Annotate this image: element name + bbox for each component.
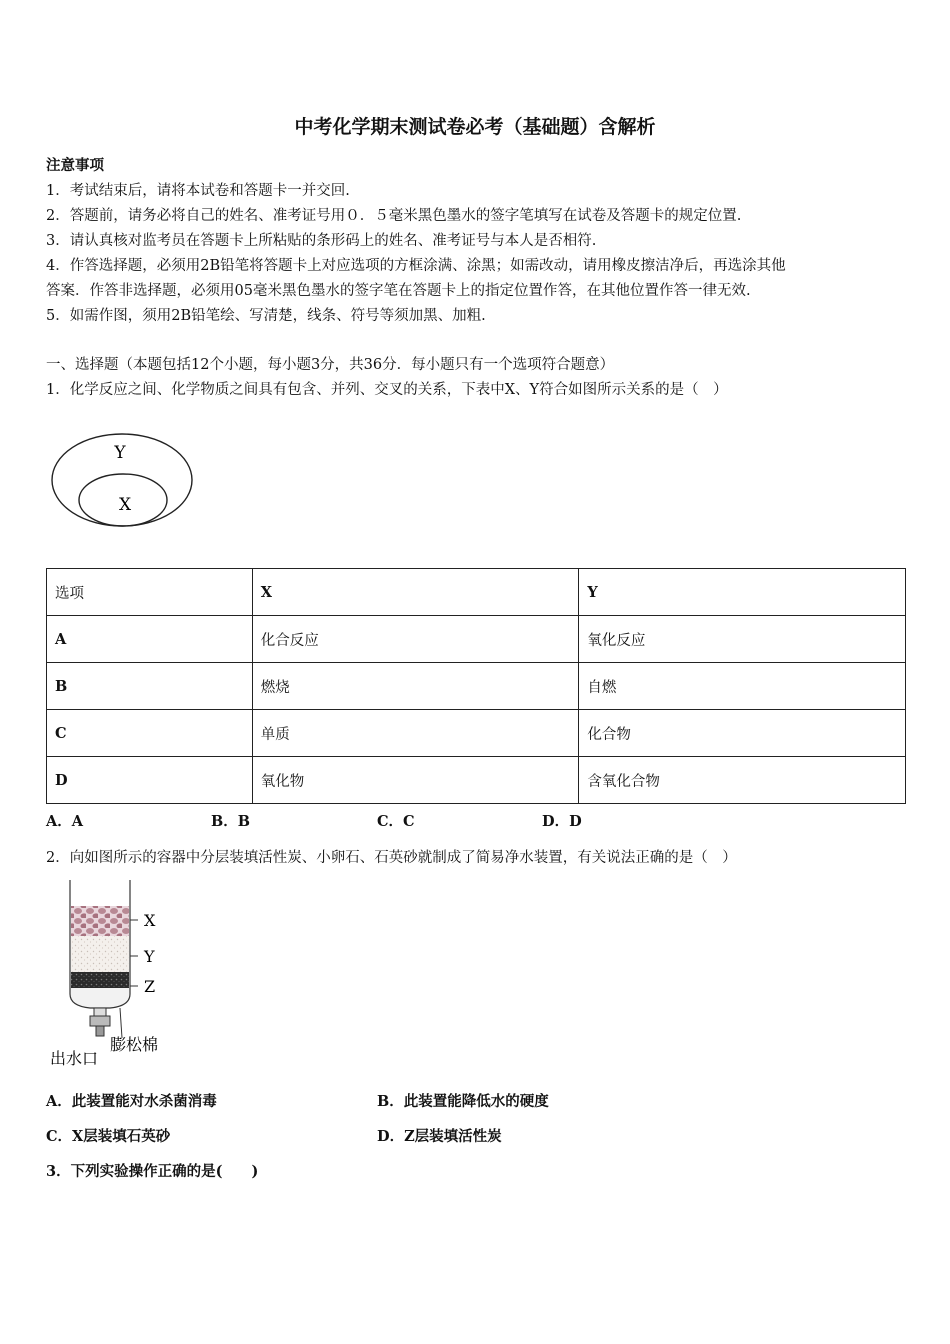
option-text: C．X层装填石英砂 bbox=[46, 1128, 171, 1145]
table-cell: A bbox=[47, 616, 253, 663]
venn-label-y: Y bbox=[114, 443, 126, 463]
table-row bbox=[47, 757, 906, 804]
notice-item: 3．请认真核对监考员在答题卡上所粘贴的条形码上的姓名、准考证号与本人是否相符. bbox=[46, 233, 597, 249]
option-text: A．此装置能对水杀菌消毒 bbox=[46, 1093, 217, 1110]
outlet-valve bbox=[90, 1016, 110, 1026]
table-cell: 含氧化合物 bbox=[579, 757, 906, 804]
section-heading: 一、选择题（本题包括12个小题，每小题3分，共36分．每小题只有一个选项符合题意） bbox=[46, 357, 615, 373]
answer-option-a[interactable] bbox=[46, 1090, 217, 1111]
venn-label-x: X bbox=[118, 495, 132, 515]
table-cell: 化合反应 bbox=[252, 616, 579, 663]
answer-option-d[interactable] bbox=[377, 1125, 502, 1146]
venn-diagram bbox=[50, 432, 200, 532]
table-cell: B bbox=[47, 663, 253, 710]
table-cell: D bbox=[47, 757, 253, 804]
layer-x-pebbles bbox=[71, 906, 129, 936]
notice-item: 2．答题前，请务必将自己的姓名、准考证号用０．５毫米黑色墨水的签字笔填写在试卷及答题卡的规定位置. bbox=[46, 208, 742, 224]
table-cell: 单质 bbox=[252, 710, 579, 757]
label-outlet: 出水口 bbox=[50, 1049, 99, 1068]
answer-option-d[interactable]: D．D bbox=[542, 813, 582, 830]
label-z: Z bbox=[144, 977, 156, 996]
notice-item: 答案．作答非选择题，必须用05毫米黑色墨水的签字笔在答题卡上的指定位置作答，在其他位置作答一律无效. bbox=[46, 283, 751, 299]
options-table bbox=[46, 568, 906, 804]
table-header-cell: 选项 bbox=[47, 569, 253, 616]
option-text: B．此装置能降低水的硬度 bbox=[377, 1093, 549, 1110]
answer-option-c[interactable]: C．C bbox=[377, 813, 415, 830]
answer-option-b[interactable]: B．B bbox=[211, 813, 251, 830]
table-cell: 化合物 bbox=[579, 710, 906, 757]
label-cotton: 膨松棉 bbox=[110, 1035, 159, 1054]
answer-option-b[interactable] bbox=[377, 1090, 549, 1111]
table-header-row bbox=[47, 569, 906, 616]
layer-y-sand bbox=[71, 936, 129, 972]
table-cell: 自燃 bbox=[579, 663, 906, 710]
answer-option-c[interactable] bbox=[46, 1125, 170, 1146]
table-header-cell: Y bbox=[579, 569, 906, 616]
question-3-stem: 3．下列实验操作正确的是( ) bbox=[46, 1163, 259, 1180]
question-1-stem: 1．化学反应之间、化学物质之间具有包含、并列、交叉的关系，下表中X、Y符合如图所示关系的是（ ） bbox=[46, 382, 728, 398]
table-row bbox=[47, 616, 906, 663]
table-row bbox=[47, 710, 906, 757]
page-title: 中考化学期末测试卷必考（基础题）含解析 bbox=[294, 116, 656, 138]
notice-item: 1．考试结束后，请将本试卷和答题卡一并交回. bbox=[46, 183, 350, 199]
table-cell: C bbox=[47, 710, 253, 757]
notice-heading: 注意事项 bbox=[46, 157, 104, 174]
table-cell: 氧化反应 bbox=[579, 616, 906, 663]
water-filter-figure bbox=[50, 878, 180, 1070]
outlet-neck bbox=[94, 1008, 106, 1016]
question-2-stem: 2．向如图所示的容器中分层装填活性炭、小卵石、石英砂就制成了简易净水装置，有关说法正确的是（ ） bbox=[46, 850, 737, 866]
label-x: X bbox=[144, 911, 156, 930]
table-cell: 燃烧 bbox=[252, 663, 579, 710]
label-y: Y bbox=[144, 947, 155, 966]
outlet-spout bbox=[96, 1026, 104, 1036]
answer-option-a[interactable]: A．A bbox=[46, 813, 84, 830]
notice-item: 4．作答选择题，必须用2B铅笔将答题卡上对应选项的方框涂满、涂黑；如需改动，请用橡皮擦洁净后，再选涂其他 bbox=[46, 258, 786, 274]
table-header-cell: X bbox=[252, 569, 579, 616]
container-bottom bbox=[70, 988, 130, 1008]
notice-item: 5．如需作图，须用2B铅笔绘、写清楚，线条、符号等须加黑、加粗. bbox=[46, 308, 486, 324]
option-text: D．Z层装填活性炭 bbox=[377, 1128, 502, 1145]
table-row bbox=[47, 663, 906, 710]
cotton-leader bbox=[120, 1008, 122, 1038]
table-cell: 氧化物 bbox=[252, 757, 579, 804]
